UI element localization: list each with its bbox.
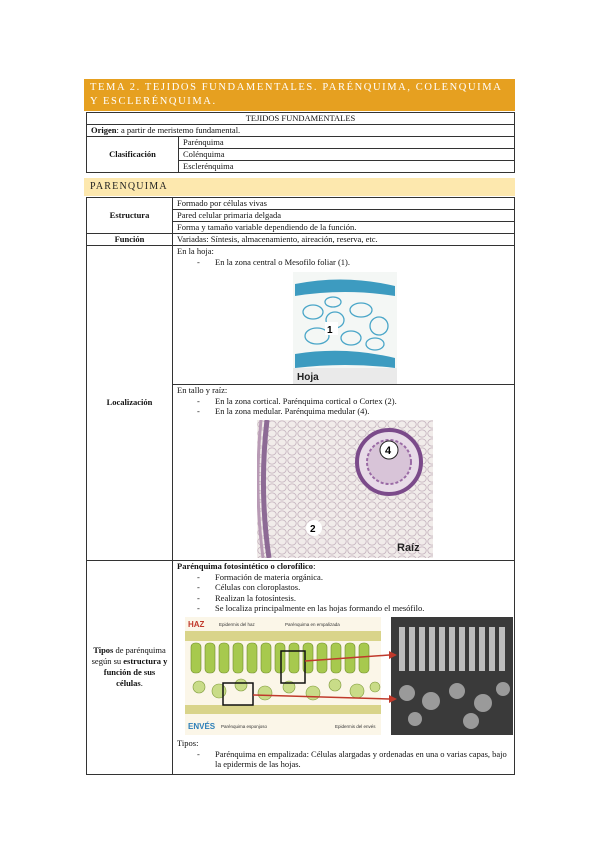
fig-esponjoso-label: Parénquima esponjoso (221, 723, 268, 729)
hoja-list (177, 257, 510, 268)
hoja-fig-label: Hoja (297, 371, 319, 383)
tipos-list (177, 749, 510, 770)
list-item: - En la zona cortical. Parénquima cortical o Cortex (2). (197, 396, 510, 407)
parenquima-header: PARENQUIMA (90, 181, 168, 192)
localizacion-hoja-cell (173, 246, 515, 385)
root-cross-section-image (257, 420, 433, 558)
fig-empalizada-label: Parénquima en empalizada (285, 621, 340, 627)
list-item: - Se localiza principalmente en las hojas formando el mesófilo. (197, 603, 510, 614)
list-item: - Parénquima en empalizada: Células alargadas y ordenadas en una o varias capas, bajo la epidermis de las hojas. (197, 749, 510, 770)
tipos-label-bold: Tipos (93, 645, 114, 655)
fig-epidermis-haz-label: Epidermis del haz (219, 621, 255, 627)
origen-label: Origen (91, 125, 117, 135)
tallo-intro: En tallo y raíz: (177, 384, 228, 395)
leaf-cross-section-image (293, 272, 397, 384)
hoja-intro: En la hoja: (177, 246, 214, 256)
leaf-tissue-figure (185, 617, 515, 735)
origen-row (87, 125, 515, 137)
tejidos-header: TEJIDOS FUNDAMENTALES (87, 113, 515, 125)
fotosintetico-list (177, 572, 510, 614)
list-item: - Realizan la fotosíntesis. (197, 593, 510, 604)
fotosintetico-heading (177, 561, 510, 572)
estructura-item: Pared celular primaria delgada (173, 210, 515, 222)
fotosintetico-title: Parénquima fotosintético o clorofílico (177, 560, 314, 571)
list-item: - En la zona central o Mesofilo foliar (1). (197, 257, 510, 268)
clasificacion-item: Colénquima (179, 149, 515, 161)
funcion-label: Función (87, 234, 173, 246)
clasificacion-label: Clasificación (87, 137, 179, 173)
parenquima-table (86, 197, 515, 775)
fotosintetico-colon: : (313, 560, 316, 571)
parenquima-banner (84, 178, 515, 196)
estructura-label: Estructura (87, 198, 173, 234)
tipos-cell (173, 560, 515, 774)
tejidos-table (86, 112, 515, 173)
clasificacion-item: Parénquima (179, 137, 515, 149)
funcion-text: Variadas: Síntesis, almacenamiento, aireación, reserva, etc. (173, 234, 515, 246)
list-item: - Células con cloroplastos. (197, 582, 510, 593)
localizacion-tallo-cell (173, 384, 515, 560)
tipos-label-text: de parénquima según su (91, 645, 166, 666)
tallo-list (177, 396, 510, 417)
fig-enves-label: ENVÉS (188, 721, 216, 731)
raiz-fig-number-4: 4 (385, 444, 392, 457)
hoja-fig-number: 1 (327, 324, 333, 336)
tipos-intro: Tipos: (177, 737, 199, 748)
page-title: TEMA 2. TEJIDOS FUNDAMENTALES. PARÉNQUIMA, COLENQUIMA Y ESCLERÉNQUIMA. (90, 82, 502, 107)
tipos-label-end: . (140, 678, 143, 688)
clasificacion-item: Esclerénquima (179, 161, 515, 173)
fig-haz-label: HAZ (188, 619, 205, 629)
list-item: - En la zona medular. Parénquima medular (4). (197, 406, 510, 417)
localizacion-label: Localización (87, 246, 173, 561)
origen-text: : a partir de meristemo fundamental. (116, 125, 241, 135)
tipos-label-bold-2: estructura y función de sus células (103, 656, 168, 688)
estructura-item: Formado por células vivas (173, 198, 515, 210)
fig-epidermis-enves-label: Epidermis del envés (335, 723, 376, 729)
estructura-item: Forma y tamaño variable dependiendo de la función. (173, 222, 515, 234)
raiz-fig-label: Raíz (397, 541, 420, 554)
raiz-fig-number-2: 2 (310, 523, 316, 535)
title-banner (84, 79, 515, 111)
list-item: - Formación de materia orgánica. (197, 572, 510, 583)
tipos-label (87, 560, 173, 774)
